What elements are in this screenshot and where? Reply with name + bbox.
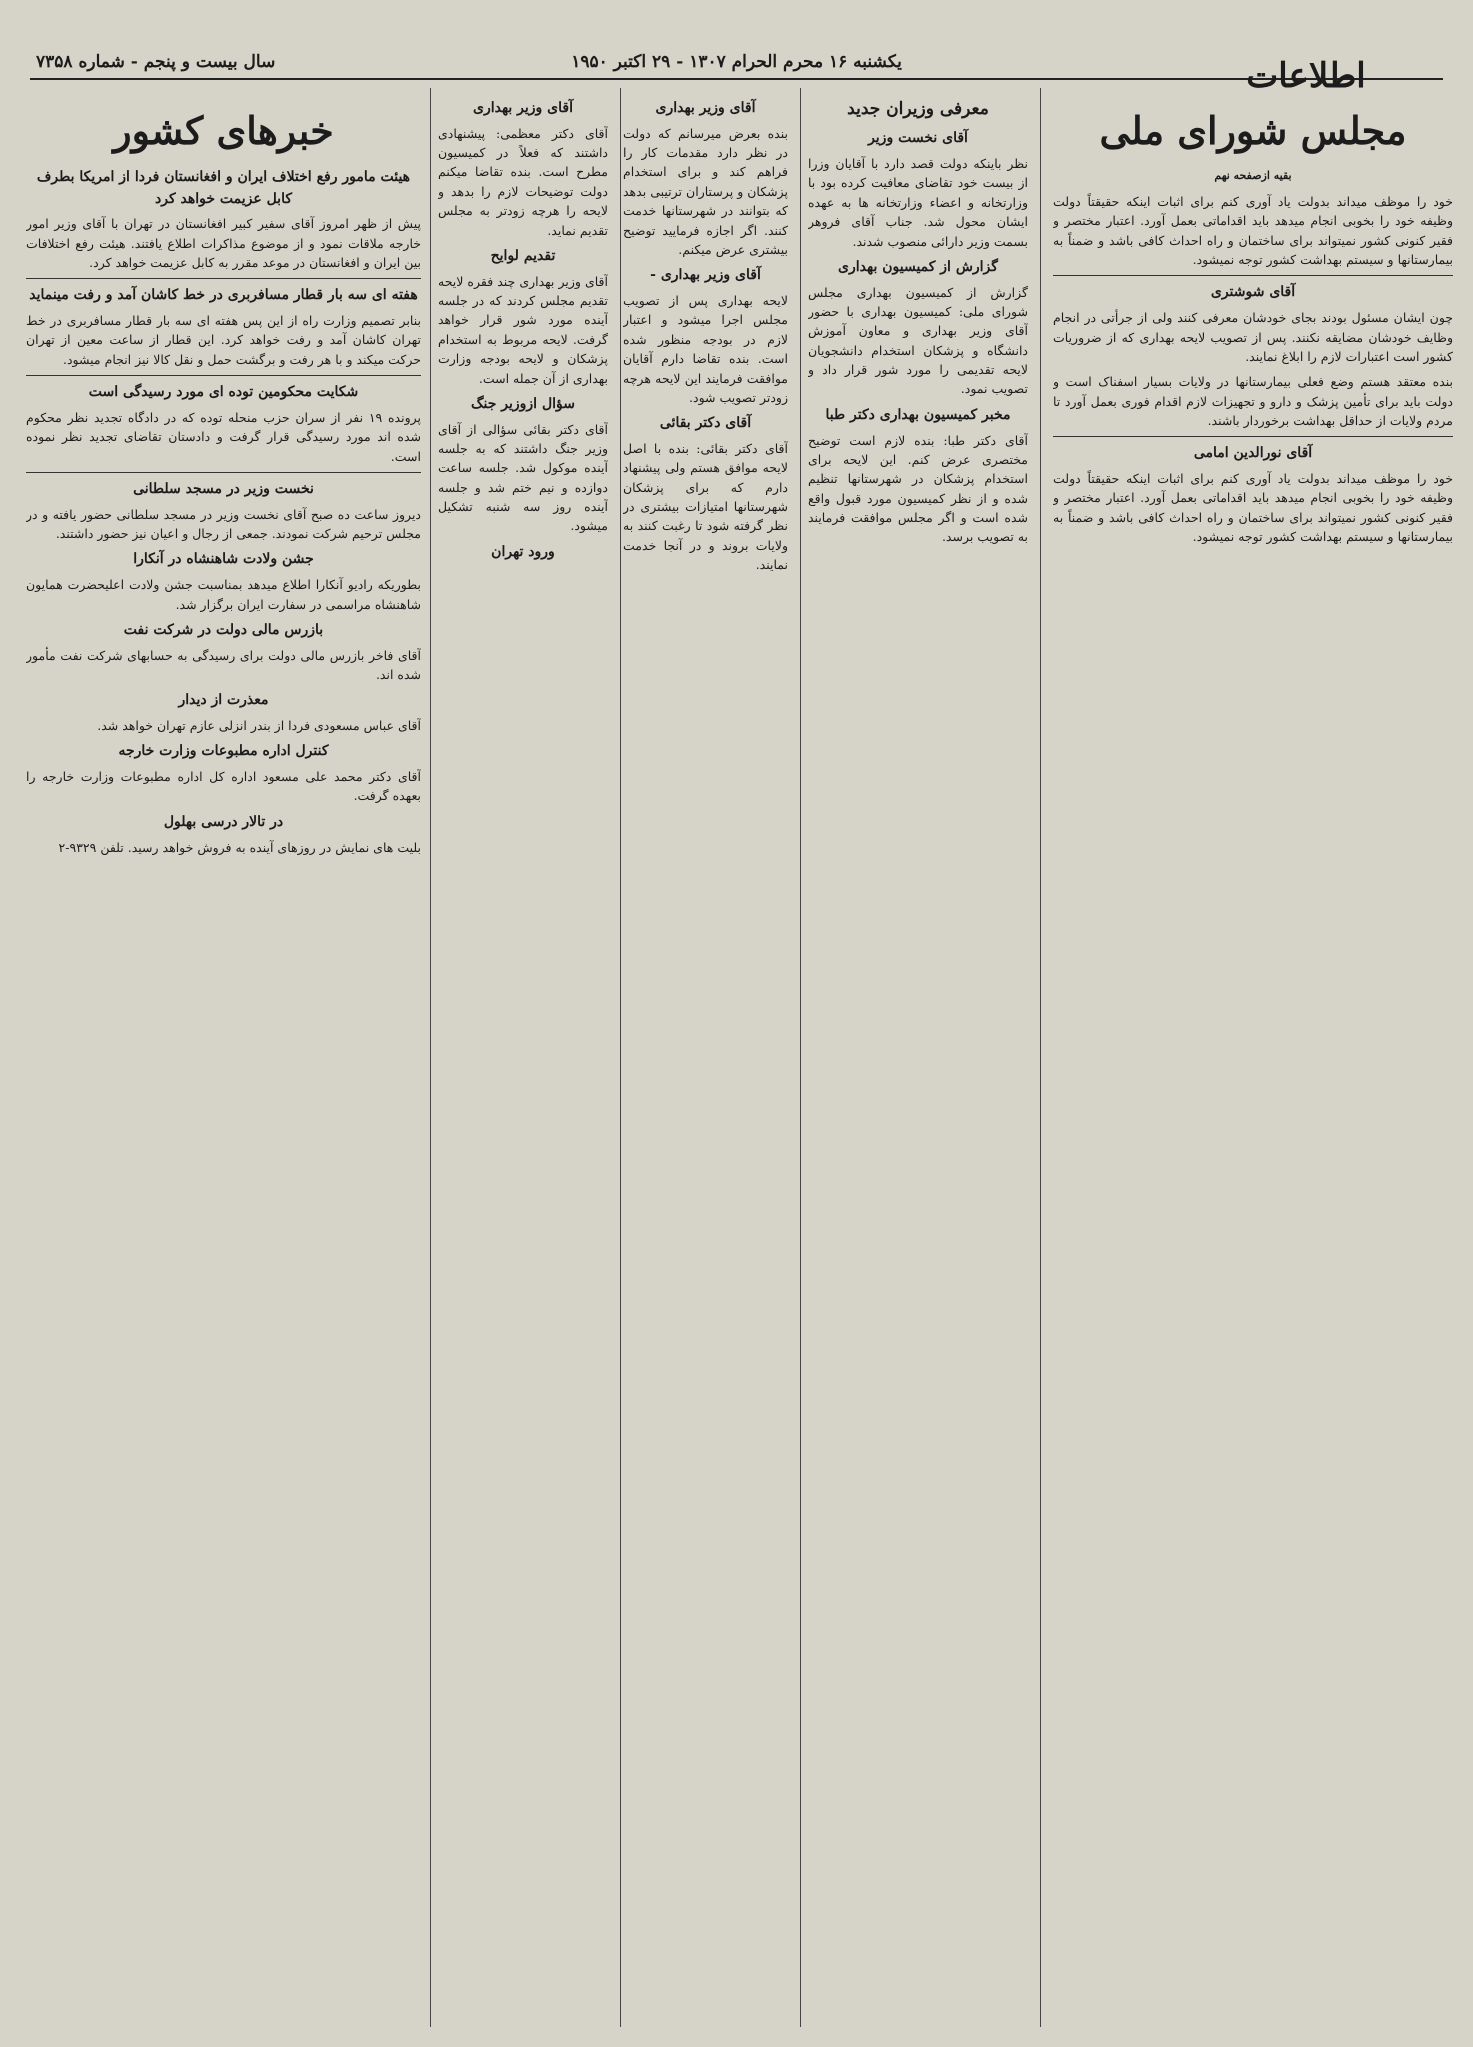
section-heading: سؤال ازوزیر جنگ: [471, 395, 575, 412]
article-text: آقای وزیر بهداری چند فقره لایحه تقدیم مجلس کردند که در جلسه آینده مورد شور قرار خواهد گرفت. لایحه مربوط به استخدام پزشکان و لایحه بودجه وزارت بهداری از آن جمله است.: [438, 273, 608, 386]
section-heading: آقای وزیر بهداری: [655, 100, 756, 116]
article-text: آقای دکتر بقائی سؤالی از آقای وزیر جنگ داشتند که به جلسه آینده موکول شد. جلسه ساعت دوازده و نیم ختم شد و جلسه آینده روز سه شنبه تشکیل میشود.: [438, 421, 608, 534]
column-rule: [1040, 88, 1041, 2027]
section-heading: در تالار درسی بهلول: [163, 813, 284, 830]
divider: [26, 472, 421, 473]
masthead-issue: سال بیست و پنجم - شماره ۷۳۵۸: [36, 52, 276, 72]
continued-note: بقیه ازصفحه نهم: [1214, 168, 1292, 182]
section-heading: آقای شوشتری: [1210, 284, 1296, 301]
article-text: دیروز ساعت ده صبح آقای نخست وزیر در مسجد سلطانی حضور یافته و در مجلس ترحیم شرکت نمودند. جمعی از رجال و اعیان نیز حضور داشتند.: [26, 506, 421, 542]
article-text: پیش از ظهر امروز آقای سفیر کبیر افغانستان در تهران با آقای وزیر امور خارجه ملاقات نمود و از موضوع مذاکرات اطلاع یافتند. هیئت رفع اختلافات بین ایران و افغانستان در موعد مقرر به کابل عزیمت خواهد کرد.: [26, 216, 421, 271]
column-parliament: [1053, 92, 1453, 2023]
section-heading: آقای دکتر بقائی: [659, 415, 752, 432]
headline-parliament: مجلس شورای ملی: [1099, 108, 1407, 153]
article-text: خود را موظف میداند بدولت یاد آوری کنم برای اثبات اینکه حقیقتاً دولت وظیفه خود را بخوبی انجام میدهد باید اقداماتی بعمل آورد. اعتبار مختصر و فقیر کنونی کشور نمیتواند برای ساختمان و راه احداث کافی باشد و ضمناً به بیمارستانها و سیستم بهداشت کشور توجه نمیشود.: [1053, 193, 1453, 268]
article-text: بلیت های نمایش در روزهای آینده به فروش خواهد رسید. تلفن ۹۳۲۹-۲: [58, 839, 421, 855]
column-two: [808, 92, 1028, 2023]
section-heading: معرفی وزیران جدید: [847, 99, 989, 119]
section-heading: معذرت از دیدار: [178, 692, 269, 709]
section-heading: آقای وزیر بهداری: [472, 100, 573, 116]
section-heading: نخست وزیر در مسجد سلطانی: [133, 481, 314, 498]
section-heading: آقای نورالدین امامی: [1193, 445, 1313, 462]
article-text: آقای عباس مسعودی فردا از بندر انزلی عازم تهران خواهد شد.: [97, 718, 421, 734]
section-heading: هیئت مامور رفع اختلاف ایران و افغانستان فردا از امریکا بطرف کابل عزیمت خواهد کرد: [36, 168, 411, 207]
divider: [26, 375, 421, 376]
headline-national-news: خبرهای کشور: [113, 108, 334, 153]
section-heading: کنترل اداره مطبوعات وزارت خارجه: [118, 743, 329, 760]
section-heading: شکایت محکومین توده ای مورد رسیدگی است: [88, 384, 359, 401]
article-text: لایحه بهداری پس از تصویب مجلس اجرا میشود و اعتبار لازم در بودجه منظور شده است. بنده تقاضا دارم آقایان موافقت فرمایند این لایحه هرچه زودتر تصویب شود.: [623, 293, 788, 405]
article-text: بنده معتقد هستم وضع فعلی بیمارستانها در ولایات بسیار اسفناک است و دولت باید برای تأمین پزشک و دارو و تجهیزات لازم اقدام فوری بعمل آورد تا مردم ولایات از حداقل بهداشت برخوردار باشند.: [1053, 374, 1453, 428]
article-text: چون ایشان مسئول بودند بجای خودشان معرفی کنند ولی از جرأتی در انجام وظایف خودشان مضایقه نکنند. پس از تصویب لایحه بهداری که از ضروریات کشور است اعتبارات لازم را ابلاغ نمایند.: [1053, 310, 1453, 364]
column-rule: [800, 88, 801, 2027]
article-text: بطوریکه رادیو آنکارا اطلاع میدهد بمناسبت جشن ولادت اعلیحضرت همایون شاهنشاه مراسمی در سفارت ایران برگزار شد.: [26, 577, 421, 612]
section-heading: هفته ای سه بار قطار مسافربری در خط کاشان آمد و رفت مینماید: [29, 287, 418, 304]
section-heading: ورود تهران: [491, 543, 555, 560]
article-text: خود را موظف میداند بدولت یاد آوری کنم برای اثبات اینکه حقیقتاً دولت وظیفه خود را بخوبی انجام میدهد باید اقداماتی بعمل آورد. اعتبار مختصر و فقیر کنونی کشور نمیتواند برای ساختمان و راه احداث کافی باشد و ضمناً به بیمارستانها و سیستم بهداشت کشور توجه نمیشود.: [1053, 471, 1453, 545]
masthead-date: یکشنبه ۱۶ محرم الحرام ۱۳۰۷ - ۲۹ اکتبر ۱۹۵۰: [571, 52, 902, 72]
article-text: آقای فاخر بازرس مالی دولت برای رسیدگی به حسابهای شرکت نفت مأمور شده اند.: [26, 647, 421, 682]
article-text: نظر باینکه دولت قصد دارد با آقایان وزرا از بیست خود تقاضای معافیت کرده بود با وزارتخانه و اعضاء وزارتخانه ها به عهده ایشان محول شد. جناب آقای فروهر بسمت وزیر دارائی منصوب شدند.: [808, 156, 1028, 249]
article-text: آقای دکتر طبا: بنده لازم است توضیح مختصری عرض کنم. این لایحه برای استخدام پزشکان در شهرستانها تنظیم شده و از نظر کمیسیون مورد قبول واقع شده است و اگر مجلس موافقت فرمایند به تصویب برسد.: [808, 432, 1028, 545]
divider: [26, 278, 421, 279]
column-four: [438, 92, 608, 2023]
column-rule: [430, 88, 431, 2027]
article-text: گزارش از کمیسیون بهداری مجلس شورای ملی: کمیسیون بهداری با حضور آقای وزیر بهداری و معاون آموزش دانشگاه و پزشکان استخدام دانشجویان لایحه تقدیمی را مورد شور قرار داد و تصویب نمود.: [808, 284, 1028, 397]
article-text: بنده بعرض میرسانم که دولت در نظر دارد مقدمات کار را فراهم کند و برای استخدام پزشکان و پرستاران ترتیبی بدهد که بتوانند در شهرستانها خدمت کنند. اگر اجازه فرمایید توضیح بیشتری عرض میکنم.: [623, 125, 788, 257]
section-heading: جشن ولادت شاهنشاه در آنکارا: [133, 551, 314, 568]
section-heading: تقدیم لوایح: [490, 247, 556, 264]
column-national-news: [26, 92, 421, 2023]
divider: [1053, 436, 1453, 437]
article-text: آقای دکتر بقائی: بنده با اصل لایحه موافق هستم ولی پیشنهاد دارم که برای پزشکان شهرستانها امتیازات بیشتری در نظر گرفته شود تا رغبت کنند به ولایات بروند و در آنجا خدمت نمایند.: [623, 440, 788, 573]
section-heading: گزارش از کمیسیون بهداری: [838, 258, 998, 275]
article-text: پرونده ۱۹ نفر از سران حزب منحله توده که در دادگاه تجدید نظر محکوم شده اند مورد رسیدگی قرار گرفت و دادستان تقاضای تجدید نظر نموده است.: [26, 409, 421, 464]
column-rule: [620, 88, 621, 2027]
masthead: [30, 48, 1443, 96]
article-text: آقای دکتر محمد علی مسعود اداره کل اداره مطبوعات وزارت خارجه را بعهده گرفت.: [26, 769, 421, 804]
newspaper-logo: اطلاعات: [1246, 56, 1366, 96]
section-heading: آقای نخست وزیر: [868, 130, 968, 147]
divider: [1053, 275, 1453, 276]
column-three: [623, 92, 788, 2023]
article-text: بنابر تصمیم وزارت راه از این پس هفته ای سه بار قطار مسافربری در خط تهران کاشان آمد و رفت خواهد کرد. این قطار از ساعت معین از تهران حرکت میکند و با هر رفت و برگشت حمل و نقل کالا نیز انجام میشود.: [26, 313, 421, 367]
section-heading: آقای وزیر بهداری -: [650, 267, 761, 284]
article-text: آقای دکتر معظمی: پیشنهادی داشتند که فعلاً در کمیسیون مطرح است. بنده تقاضا میکنم دولت توضیحات لازم را بدهد و لایحه را هرچه زودتر به مجلس تقدیم نماید.: [438, 125, 608, 238]
section-heading: مخبر کمیسیون بهداری دکتر طبا: [825, 406, 1011, 423]
section-heading: بازرس مالی دولت در شرکت نفت: [123, 621, 324, 638]
